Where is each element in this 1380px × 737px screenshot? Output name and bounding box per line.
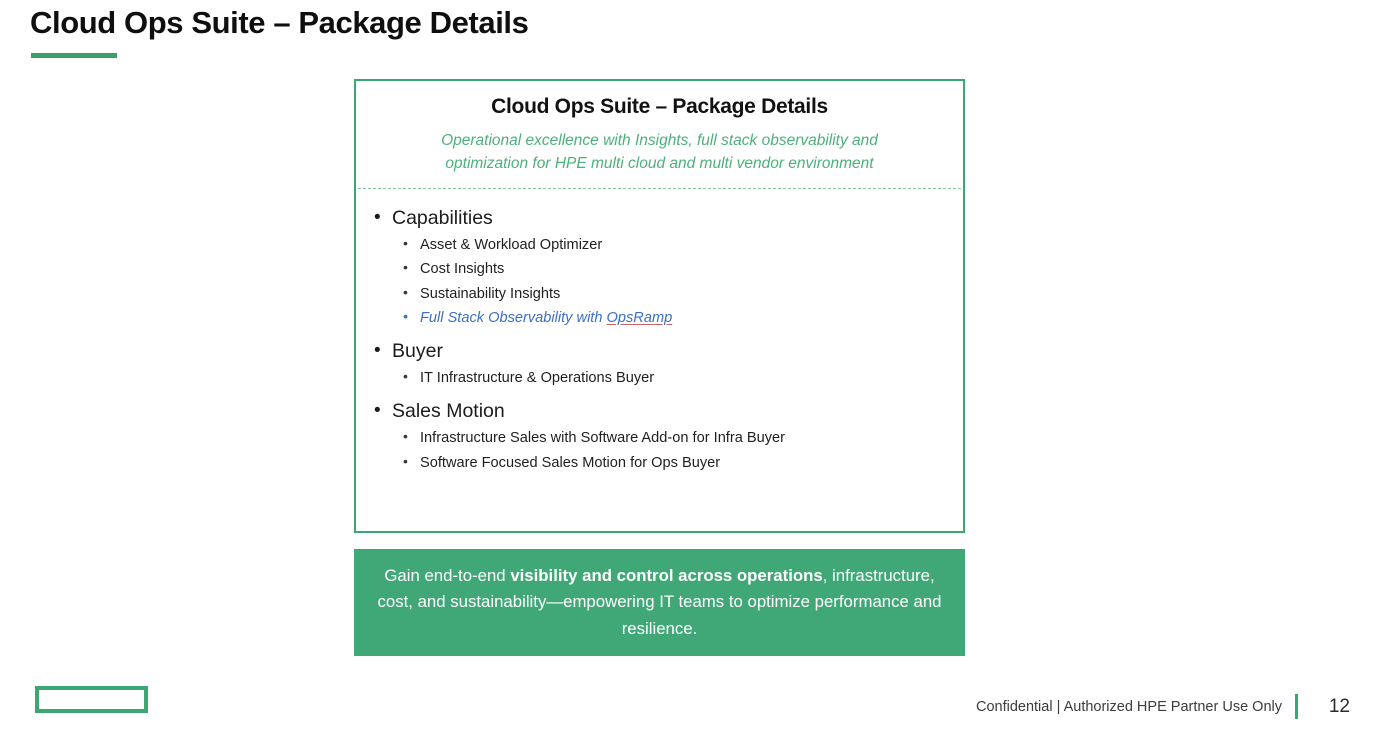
list-item: • Software Focused Sales Motion for Ops Buyer [392,451,963,476]
list-item: • IT Infrastructure & Operations Buyer [392,366,963,391]
section-items [392,233,963,331]
page-title: Cloud Ops Suite – Package Details [30,5,529,40]
callout-bold: visibility and control across operations [510,565,823,585]
section-items [392,366,963,391]
footer-divider [1295,694,1298,719]
section-capabilities [356,205,963,331]
section-items [392,426,963,475]
list-item: • Cost Insights [392,257,963,282]
opsramp-link[interactable]: OpsRamp [606,310,673,327]
card-subtitle: Operational excellence with Insights, full stack observability and optimization for HPE multi cloud and multi vendor environment [441,132,878,173]
section-heading: • Buyer [392,340,443,362]
card-title: Cloud Ops Suite – Package Details [491,95,828,118]
section-heading: • Sales Motion [392,400,505,422]
callout-tail: , infrastructure, cost, and sustainability—empowering IT teams to optimize performance and resilience. [377,565,942,638]
list-item: • Asset & Workload Optimizer [392,233,963,258]
hpe-logo-mark [35,686,148,713]
confidentiality-notice: Confidential | Authorized HPE Partner Use Only [975,699,1282,715]
list-item-observability-link[interactable] [392,306,963,331]
section-buyer [356,338,963,391]
capability-sections-list [356,205,963,476]
callout-text [370,563,949,642]
list-item: • Sustainability Insights [392,282,963,307]
package-details-card [354,79,965,533]
title-underline-rule [31,53,117,58]
callout-lead: Gain end-to-end [384,565,511,585]
page-number: 12 [1328,696,1350,717]
list-item: • Infrastructure Sales with Software Add-on for Infra Buyer [392,426,963,451]
list-item-label: Full Stack Observability with [420,310,607,327]
summary-callout [354,549,965,656]
dashed-divider [358,188,961,189]
section-sales-motion [356,398,963,475]
section-heading: • Capabilities [392,207,493,229]
